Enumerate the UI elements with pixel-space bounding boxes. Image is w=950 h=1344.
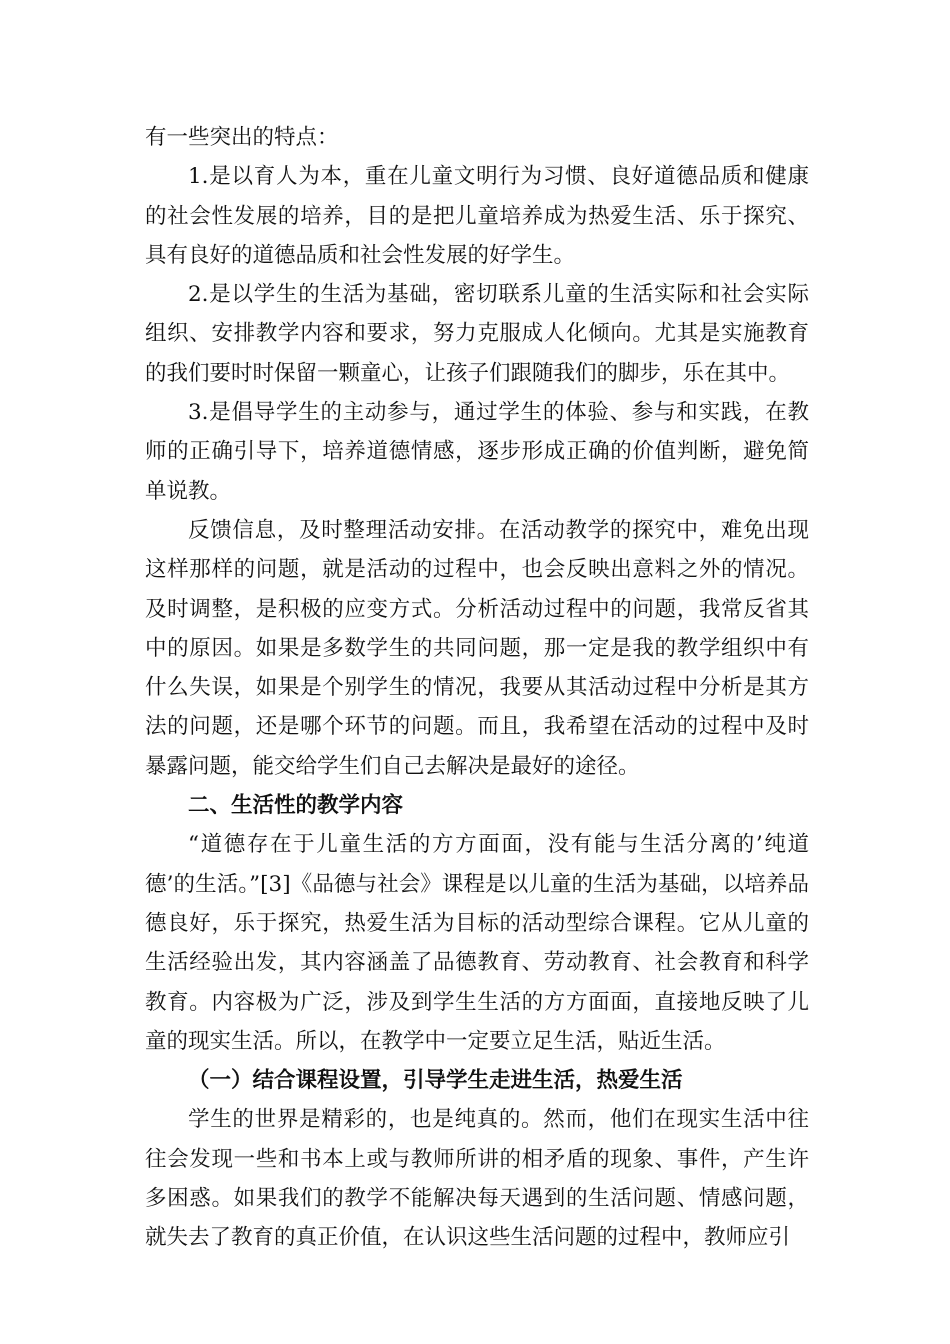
- paragraph-point-3: 3.是倡导学生的主动参与，通过学生的体验、参与和实践，在教师的正确引导下，培养道德情感，逐步形成正确的价值判断，避免简单说教。: [145, 400, 809, 504]
- paragraph-intro: 有一些突出的特点：: [145, 125, 339, 150]
- paragraph-feedback: 反馈信息，及时整理活动安排。在活动教学的探究中，难免出现这样那样的问题，就是活动的过程中，也会反映出意料之外的情况。及时调整，是积极的应变方式。分析活动过程中的问题，我常反省其中的原因。如果是多数学生的共同问题，那一定是我的教学组织中有什么失误，如果是个别学生的情况，我要从其活动过程中分析是其方法的问题，还是哪个环节的问题。而且，我希望在活动的过程中及时暴露问题，能交给学生们自己去解决是最好的途径。: [145, 517, 809, 779]
- paragraph-student-world: 学生的世界是精彩的，也是纯真的。然而，他们在现实生活中往往会发现一些和书本上或与教师所讲的相矛盾的现象、事件，产生许多困惑。如果我们的教学不能解决每天遇到的生活问题、情感问题，就失去了教育的真正价值，在认识这些生活问题的过程中，教师应引: [145, 1107, 809, 1251]
- paragraph-point-1: 1.是以育人为本，重在儿童文明行为习惯、良好道德品质和健康的社会性发展的培养，目的是把儿童培养成为热爱生活、乐于探究、具有良好的道德品质和社会性发展的好学生。: [145, 164, 809, 268]
- subsection-heading-1: （一）结合课程设置，引导学生走进生活，热爱生活: [188, 1068, 683, 1094]
- paragraph-point-2: 2.是以学生的生活为基础，密切联系儿童的生活实际和社会实际组织、安排教学内容和要求，努力克服成人化倾向。尤其是实施教育的我们要时时保留一颗童心，让孩子们跟随我们的脚步，乐在其中。: [145, 282, 809, 386]
- section-heading-2: 二、生活性的教学内容: [188, 793, 404, 819]
- paragraph-quote: “道德存在于儿童生活的方方面面，没有能与生活分离的’纯道德’的生活。”[3]《品德与社会》课程是以儿童的生活为基础，以培养品德良好，乐于探究，热爱生活为目标的活动型综合课程。它从儿童的生活经验出发，其内容涵盖了品德教育、劳动教育、社会教育和科学教育。内容极为广泛，涉及到学生生活的方方面面，直接地反映了儿童的现实生活。所以，在教学中一定要立足生活，贴近生活。: [145, 832, 809, 1054]
- document-page: [145, 118, 809, 1258]
